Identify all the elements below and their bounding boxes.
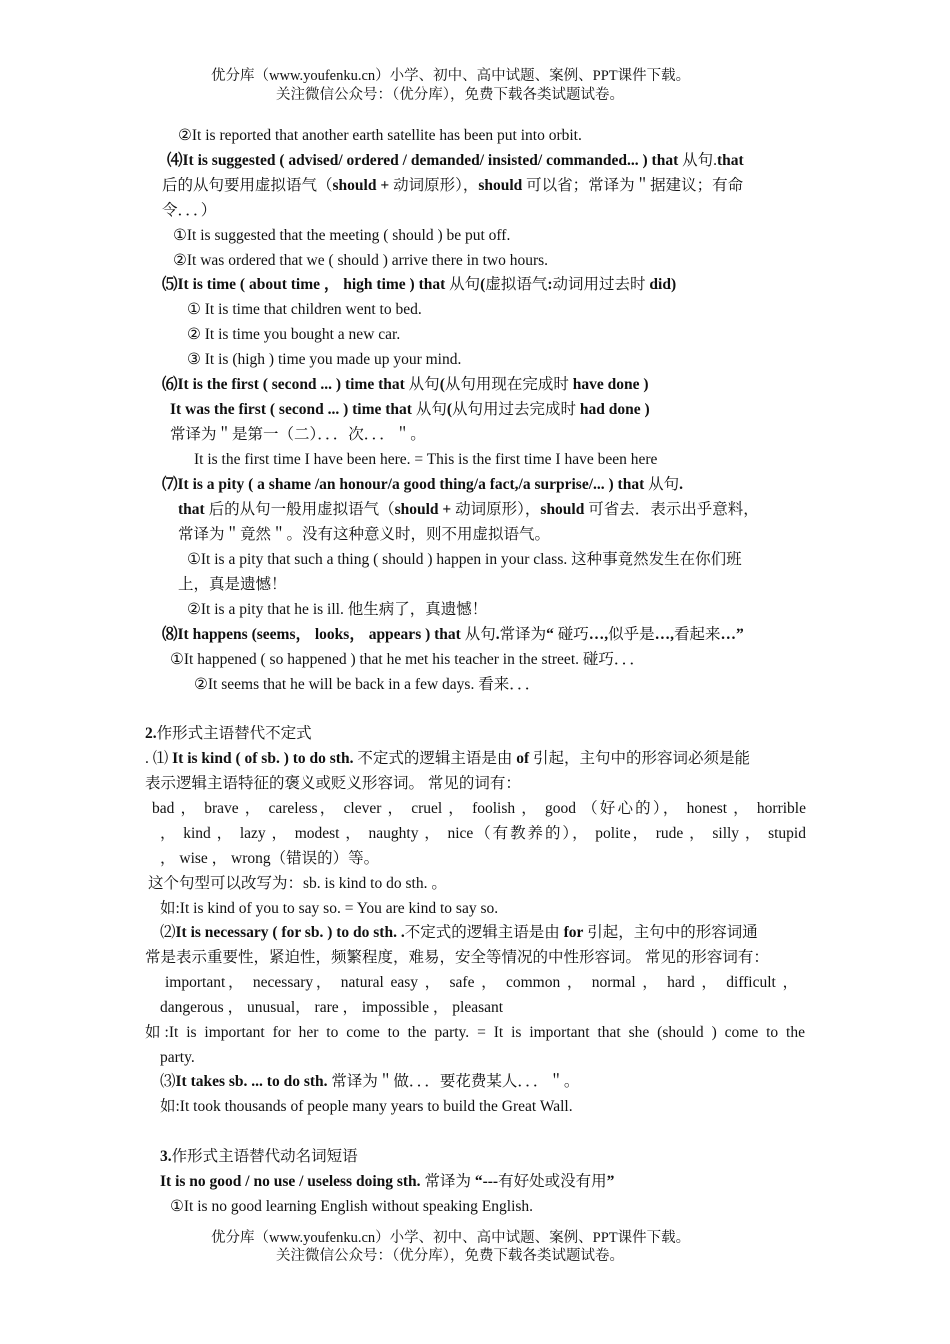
example-first-time: It is the first time I have been here. = This is the first time I have been here [194,451,658,468]
example-pity-1-cont: 上，真是遗憾！ [178,576,287,593]
page-footer-line-1: 优分库（www.youfenku.cn）小学、初中、高中试题、案例、PPT课件下载。 [211,1230,691,1246]
example-time-2: ② It is time you bought a new car. [187,326,401,343]
pattern-kind-heading: . ⑴ It is kind ( of sb. ) to do sth. 不定式的逻辑主语是由 of 引起，主句中的形容词必须是能 [145,750,751,767]
adjective-list-2: ， kind ， lazy ， modest ， naughty ， nice（有教养的）， polite， rude ， silly ， stupid [160,825,806,842]
example-kind: 如:It is kind of you to say so. = You are kind to say so. [160,900,499,917]
page-header-line-2: 关注微信公众号：（优分库），免费下载各类试题试卷。 [276,87,624,103]
example-seems: ②It seems that he will be back in a few days. 看来．．． [194,676,541,693]
adjective-list-1: bad ， brave ， careless， clever ， cruel ， foolish ， good （好心的）， honest ， horrible [152,800,806,817]
pattern-5-heading: ⑸It is time ( about time ， high time ) that 从句(虚拟语气:动词用过去时 did) [162,276,677,293]
adjective-list-5: dangerous ， unusual， rare ， impossible ， pleasant [160,999,504,1016]
pattern-8-heading: ⑻It happens (seems， looks， appears ) that 从句.常译为“ 碰巧…,似乎是…,看起来…” [162,626,744,643]
pattern-kind-rewrite: 这个句型可以改写为：sb. is kind to do sth. 。 [148,875,447,892]
pattern-6-heading: ⑹It is the first ( second ... ) time that 从句(从句用现在完成时 have done ) [162,376,649,393]
pattern-4-desc-1: 后的从句要用虚拟语气（should + 动词原形），should 可以省；常译为＂据建议；有命 [162,177,744,194]
pattern-7-heading: ⑺It is a pity ( a shame /an honour/a good thing/a fact,/a surprise/... ) that 从句. [162,476,684,493]
pattern-takes-heading: ⑶It takes sb. ... to do sth. 常译为＂做．．．要花费某人．．．＂。 [160,1073,580,1090]
example-reported: ②It is reported that another earth satellite has been put into orbit. [178,127,582,144]
page-footer-line-2: 关注微信公众号：（优分库），免费下载各类试题试卷。 [276,1248,624,1264]
example-suggested: ①It is suggested that the meeting ( should ) be put off. [173,227,511,244]
pattern-kind-desc: 表示逻辑主语特征的褒义或贬义形容词。 常见的词有： [145,775,521,792]
pattern-4-desc-2: 令．．．） [162,202,217,219]
pattern-no-good-heading: It is no good / no use / useless doing sth. 常译为 “---有好处或没有用” [160,1173,615,1190]
example-takes: 如:It took thousands of people many years to build the Great Wall. [160,1098,573,1115]
pattern-necessary-heading: ⑵It is necessary ( for sb. ) to do sth. .不定式的逻辑主语是由 for 引起，主句中的形容词通 [160,924,758,941]
adjective-list-3: ， wise ， wrong（错误的）等。 [160,850,380,867]
example-time-3: ③ It is (high ) time you made up your mind. [187,351,462,368]
pattern-4-heading: ⑷It is suggested ( advised/ ordered / demanded/ insisted/ commanded... ) that 从句.that [167,152,744,169]
page-header-line-1: 优分库（www.youfenku.cn）小学、初中、高中试题、案例、PPT课件下载。 [211,68,691,84]
pattern-6-heading-past: It was the first ( second ... ) time that 从句(从句用过去完成时 had done ) [170,401,650,418]
example-time-1: ① It is time that children went to bed. [187,301,422,318]
pattern-7-desc-2: 常译为＂竟然＂。没有这种意义时，则不用虚拟语气。 [178,526,551,543]
pattern-7-desc-1: that 后的从句一般用虚拟语气（should + 动词原形），should 可省去．表示出乎意料， [178,501,759,518]
example-happened: ①It happened ( so happened ) that he met his teacher in the street. 碰巧．．． [170,651,645,668]
example-important: 如:It is important for her to come to the party. = It is important that she (should ) come to the [145,1024,805,1041]
section-2-title: 2.作形式主语替代不定式 [145,725,312,742]
section-3-title: 3.作形式主语替代动名词短语 [160,1148,358,1165]
example-important-cont: party. [160,1049,195,1066]
pattern-necessary-desc: 常是表示重要性，紧迫性，频繁程度，难易，安全等情况的中性形容词。 常见的形容词有： [145,949,769,966]
adjective-list-4: important， necessary， natural easy ， safe ， common ， normal ， hard ， difficult ， [165,974,798,991]
pattern-6-translation: 常译为＂是第一（二）．．．次．．．＂。 [170,426,426,443]
example-pity-2: ②It is a pity that he is ill. 他生病了，真遗憾！ [187,601,488,618]
example-no-good: ①It is no good learning English without speaking English. [170,1198,534,1215]
example-ordered: ②It was ordered that we ( should ) arrive there in two hours. [173,252,549,269]
example-pity-1: ①It is a pity that such a thing ( should ) happen in your class. 这种事竟然发生在你们班 [187,551,742,568]
